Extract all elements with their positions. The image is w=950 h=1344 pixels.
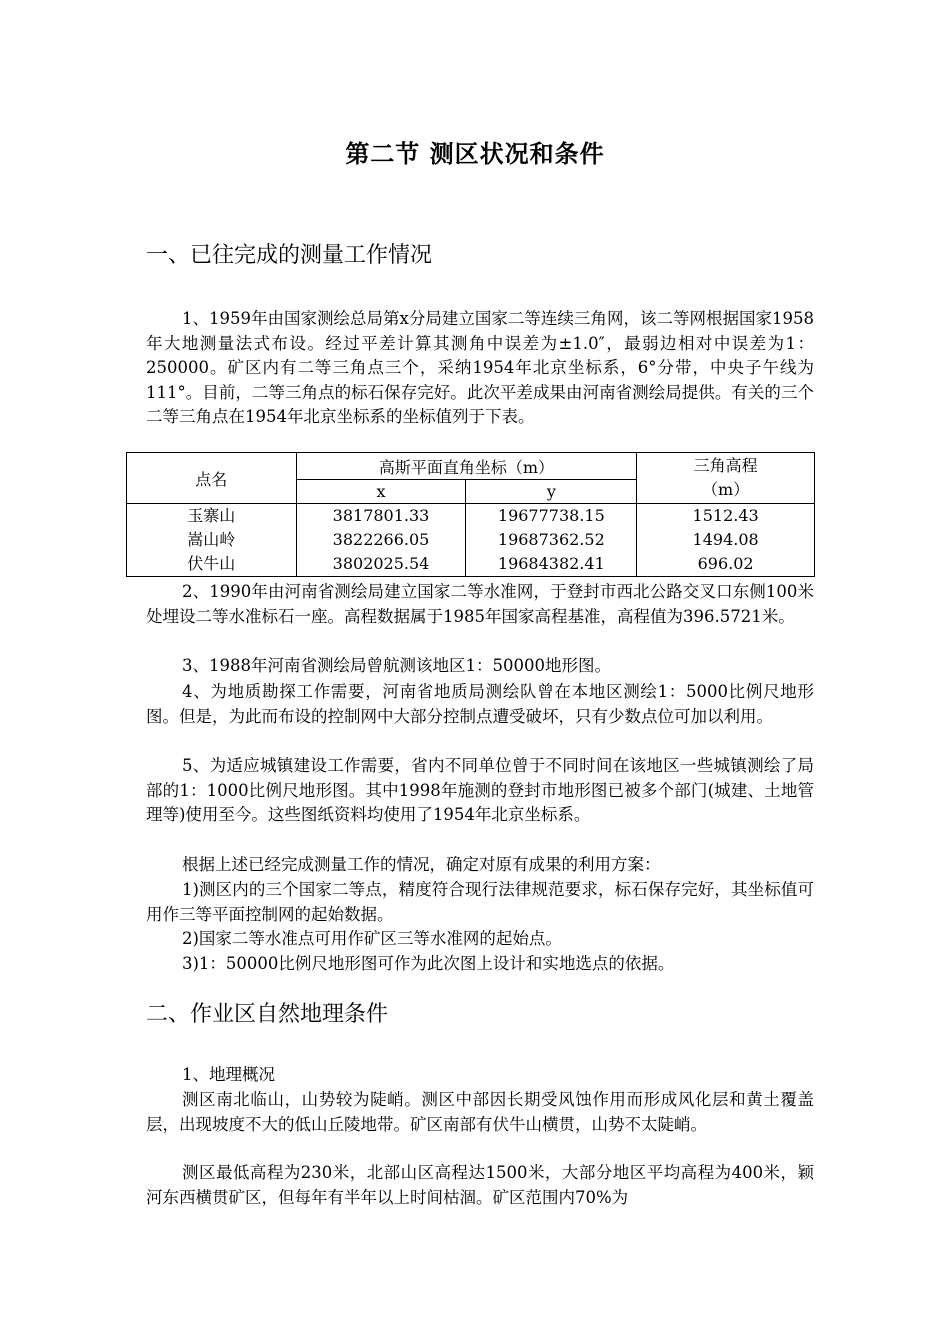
section-heading-2: 二、作业区自然地理条件 [146,1002,389,1027]
paragraph-7: 1)测区内的三个国家二等点，精度符合现行法律规范要求，标石保存完好，其坐标值可用作三等平面控制网的起始数据。 [146,880,814,924]
table-row-y: 19677738.15 [497,506,605,525]
header-height-line1: 三角高程 [693,456,758,475]
table-cell-x-values [296,504,466,577]
header-height-line2: （m） [702,480,750,499]
table-row-name: 伏牛山 [187,554,236,573]
header-x: x [296,480,466,504]
table-row-x: 3822266.05 [332,530,430,549]
table-cell-heights [637,504,815,577]
subheading-geography: 1、地理概况 [182,1065,275,1084]
table-row-x: 3802025.54 [332,554,430,573]
table-row-height: 1494.08 [692,530,759,549]
paragraph-3: 3、1988年河南省测绘局曾航测该地区1：50000地形图。 [182,656,611,675]
table-row-name: 玉寨山 [187,506,236,525]
paragraph-8: 2)国家二等水准点可用作矿区三等水准网的起始点。 [182,929,562,948]
paragraph-5: 5、为适应城镇建设工作需要，省内不同单位曾于不同时间在该地区一些城镇测绘了局部的1：1000比例尺地形图。其中1998年施测的登封市地形图已被多个部门(城建、土地管理等)使用至今。这些图纸资料均使用了1954年北京坐标系。 [146,756,814,824]
table-row-x: 3817801.33 [332,506,430,525]
table-row-height: 1512.43 [692,506,759,525]
header-point-name: 点名 [127,453,297,504]
table-row-y: 19684382.41 [497,554,605,573]
table-row-y: 19687362.52 [497,530,605,549]
table-cell-names [127,504,297,577]
paragraph-10: 测区南北临山，山势较为陡峭。测区中部因长期受风蚀作用而形成风化层和黄土覆盖层，出现坡度不大的低山丘陵地带。矿区南部有伏牛山横贯，山势不太陡峭。 [146,1090,814,1134]
header-triangulation-height [637,453,815,504]
table-row-height: 696.02 [697,554,754,573]
table-row-name: 嵩山岭 [187,530,236,549]
paragraph-4: 4、为地质勘探工作需要，河南省地质局测绘队曾在本地区测绘1：5000比例尺地形图。但是，为此而布设的控制网中大部分控制点遭受破坏，只有少数点位可加以利用。 [146,682,814,726]
page-title: 第二节 测区状况和条件 [345,139,605,168]
paragraph-1: 1、1959年由国家测绘总局第x分局建立国家二等连续三角网，该二等网根据国家1958年大地测量法式布设。经过平差计算其测角中误差为±1.0″，最弱边相对中误差为1：250000。矿区内有二等三角点三个，采纳1954年北京坐标系，6°分带，中央子午线为111°。目前，二等三角点的标石保存完好。此次平差成果由河南省测绘局提供。有关的三个二等三角点在1954年北京坐标系的坐标值列于下表。 [146,309,814,426]
paragraph-2: 2、1990年由河南省测绘局建立国家二等水准网，于登封市西北公路交叉口东侧100米处埋设二等水准标石一座。高程数据属于1985年国家高程基准，高程值为396.5721米。 [146,582,814,626]
section-heading-1: 一、已往完成的测量工作情况 [146,243,433,268]
header-y: y [466,480,637,504]
paragraph-9: 3)1：50000比例尺地形图可作为此次图上设计和实地选点的依据。 [182,954,675,973]
table-cell-y-values [466,504,637,577]
coordinate-table [126,452,815,577]
paragraph-11: 测区最低高程为230米，北部山区高程达1500米，大部分地区平均高程为400米，颖河东西横贯矿区，但每年有半年以上时间枯涸。矿区范围内70%为 [146,1163,814,1207]
paragraph-6: 根据上述已经完成测量工作的情况，确定对原有成果的利用方案： [182,855,661,874]
header-gauss-coordinates: 高斯平面直角坐标（m） [296,453,637,480]
